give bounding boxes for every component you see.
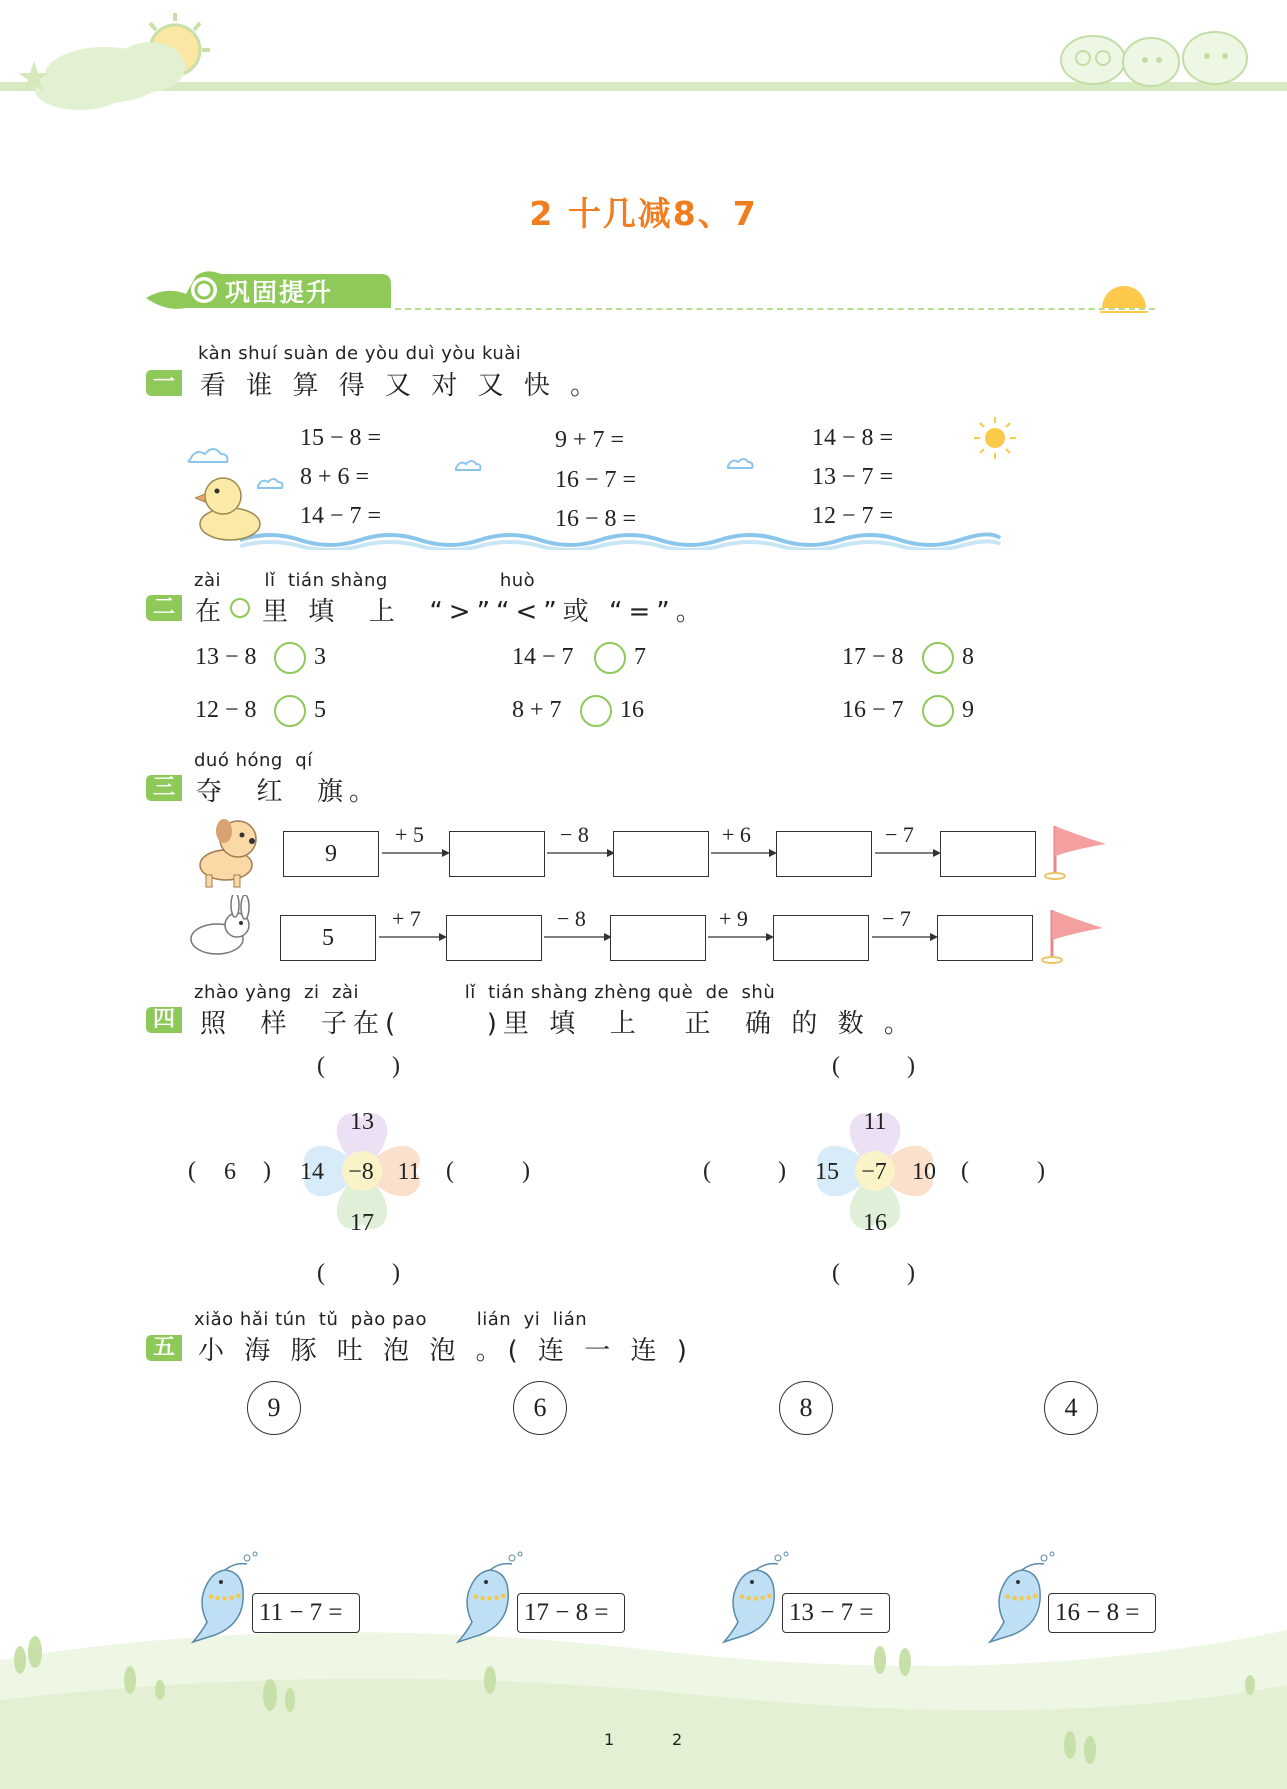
- q1-equation: 15 − 8 =: [300, 425, 382, 451]
- number-bubble[interactable]: 6: [513, 1381, 567, 1435]
- chain-operator: − 7: [882, 906, 911, 931]
- duck-icon: [195, 472, 265, 544]
- chain-answer-box[interactable]: [613, 831, 709, 877]
- chain-answer-box[interactable]: [773, 915, 869, 961]
- chain-start-box: 9: [283, 831, 379, 877]
- answer-blank[interactable]: [333, 1258, 393, 1288]
- arrow-icon: [872, 932, 938, 942]
- arrow-icon: [711, 848, 777, 858]
- rabbit-icon: [185, 895, 260, 960]
- q2-answer-circle[interactable]: [922, 642, 954, 674]
- chain-answer-box[interactable]: [610, 915, 706, 961]
- q2-left: 17 − 8: [842, 644, 904, 670]
- chain-operator: + 7: [392, 906, 421, 931]
- flower-petal-number: 13: [350, 1109, 374, 1135]
- chain-operator: + 9: [719, 906, 748, 931]
- paren-close: ): [522, 1158, 530, 1184]
- chain-operator: − 7: [885, 822, 914, 847]
- q2-left: 16 − 7: [842, 697, 904, 723]
- chain-answer-box[interactable]: [449, 831, 545, 877]
- cloud-sun-icon: [20, 5, 210, 115]
- q2-answer-circle[interactable]: [922, 695, 954, 727]
- q2-right: 5: [314, 697, 326, 723]
- chain-operator: + 5: [395, 822, 424, 847]
- q1-equation: 12 − 7 =: [812, 503, 894, 529]
- q1-pinyin: kàn shuí suàn de yòu duì yòu kuài: [198, 343, 522, 364]
- section-banner-label: 巩固提升: [225, 278, 334, 307]
- answer-blank[interactable]: [333, 1052, 393, 1082]
- q2-answer-circle[interactable]: [274, 695, 306, 727]
- sun-icon: [970, 413, 1020, 463]
- number-bubble[interactable]: 9: [247, 1381, 301, 1435]
- paren-open: (: [961, 1158, 969, 1184]
- q1-equation: 13 − 7 =: [812, 464, 894, 490]
- q2-instruction-b: 里 填 上 “>”“<”或 “=”。: [262, 597, 708, 627]
- paren-close: ): [263, 1158, 271, 1184]
- dog-icon: [190, 815, 265, 890]
- q3-pinyin: duó hóng qí: [194, 750, 313, 771]
- q1-instruction: 看 谁 算 得 又 对 又 快 。: [200, 371, 603, 401]
- q4-instruction: 照 样 子在( )里 填 上 正 确 的 数 。: [200, 1009, 916, 1039]
- section-dash-line: [395, 308, 1155, 310]
- arrow-icon: [382, 848, 450, 858]
- q2-right: 8: [962, 644, 974, 670]
- q1-equation: 14 − 8 =: [812, 425, 894, 451]
- number-bubble[interactable]: 4: [1044, 1381, 1098, 1435]
- q2-pinyin: zài lǐ tián shàng huò: [194, 570, 536, 591]
- chain-start-box: 5: [280, 915, 376, 961]
- animal-faces-icon: [1055, 20, 1255, 88]
- page-title: 2 十几减8、7: [529, 194, 758, 233]
- flower-petal-number: 11: [397, 1159, 421, 1185]
- flower-petal-number: 16: [863, 1210, 887, 1236]
- arrow-icon: [544, 932, 612, 942]
- q5-instruction: 小 海 豚 吐 泡 泡 。( 连 一 连 ): [198, 1336, 693, 1366]
- flower-center-operation: −7: [861, 1159, 887, 1185]
- q1-equation: 14 − 7 =: [300, 503, 382, 529]
- expression-box[interactable]: 11 − 7 =: [252, 1593, 360, 1633]
- sunset-icon: [1100, 280, 1150, 316]
- paren-open: (: [317, 1053, 325, 1079]
- q2-number: 二: [146, 595, 182, 621]
- q1-equation: 16 − 7 =: [555, 467, 637, 493]
- answer-blank[interactable]: [977, 1156, 1037, 1186]
- example-answer: 6: [224, 1159, 236, 1185]
- chain-operator: − 8: [557, 906, 586, 931]
- q5-number: 五: [146, 1335, 182, 1361]
- q2-right: 7: [634, 644, 646, 670]
- q3-instruction: 夺 红 旗。: [196, 777, 382, 807]
- chain-operator: − 8: [560, 822, 589, 847]
- page-number-left: 1: [604, 1730, 615, 1749]
- answer-blank[interactable]: [848, 1258, 908, 1288]
- q2-left: 13 − 8: [195, 644, 257, 670]
- answer-blank[interactable]: [848, 1052, 908, 1082]
- page-number-right: 2: [672, 1730, 683, 1749]
- paren-open: (: [188, 1158, 196, 1184]
- q2-left: 8 + 7: [512, 697, 562, 723]
- flower-petal-number: 10: [912, 1159, 936, 1185]
- q2-right: 9: [962, 697, 974, 723]
- q5-pinyin: xiǎo hǎi tún tǔ pào pao lián yi lián: [194, 1309, 588, 1330]
- arrow-icon: [708, 932, 774, 942]
- q2-answer-circle[interactable]: [594, 642, 626, 674]
- q4-number: 四: [146, 1007, 182, 1033]
- q1-equation: 9 + 7 =: [555, 427, 625, 453]
- q1-number: 一: [146, 370, 182, 396]
- q2-left: 14 − 7: [512, 644, 574, 670]
- q1-equation: 16 − 8 =: [555, 506, 637, 532]
- arrow-icon: [547, 848, 615, 858]
- paren-open: (: [703, 1158, 711, 1184]
- red-flag-icon: [1040, 822, 1110, 882]
- arrow-icon: [875, 848, 941, 858]
- q2-left: 12 − 8: [195, 697, 257, 723]
- paren-open: (: [446, 1158, 454, 1184]
- paren-close: ): [907, 1053, 915, 1079]
- q2-instruction-a: 在: [195, 597, 228, 627]
- paren-open: (: [832, 1260, 840, 1286]
- q2-answer-circle[interactable]: [580, 695, 612, 727]
- q2-answer-circle[interactable]: [274, 642, 306, 674]
- flower-petal-number: 14: [300, 1159, 324, 1185]
- q2-circle-symbol: [230, 598, 250, 618]
- flower-petal-number: 11: [863, 1109, 887, 1135]
- red-flag-icon: [1037, 906, 1107, 966]
- q3-number: 三: [146, 775, 182, 801]
- number-bubble[interactable]: 8: [779, 1381, 833, 1435]
- q4-pinyin: zhào yàng zi zài lǐ tián shàng zhèng què de shù: [194, 982, 776, 1003]
- q2-right: 3: [314, 644, 326, 670]
- q1-equation: 8 + 6 =: [300, 464, 370, 490]
- chain-answer-box[interactable]: [776, 831, 872, 877]
- chain-operator: + 6: [722, 822, 751, 847]
- q2-right: 16: [620, 697, 644, 723]
- chain-answer-box[interactable]: [446, 915, 542, 961]
- chain-answer-box[interactable]: [937, 915, 1033, 961]
- expression-box[interactable]: 16 − 8 =: [1048, 1593, 1156, 1633]
- chain-answer-box[interactable]: [940, 831, 1036, 877]
- paren-close: ): [392, 1053, 400, 1079]
- paren-close: ): [778, 1158, 786, 1184]
- expression-box[interactable]: 17 − 8 =: [517, 1593, 625, 1633]
- answer-blank[interactable]: [462, 1156, 522, 1186]
- paren-close: ): [907, 1260, 915, 1286]
- expression-box[interactable]: 13 − 7 =: [782, 1593, 890, 1633]
- arrow-icon: [379, 932, 447, 942]
- paren-close: ): [1037, 1158, 1045, 1184]
- paren-open: (: [317, 1260, 325, 1286]
- paren-close: ): [392, 1260, 400, 1286]
- flower-petal-number: 15: [815, 1159, 839, 1185]
- flower-center-operation: −8: [348, 1159, 374, 1185]
- answer-blank[interactable]: [720, 1156, 778, 1186]
- flower-petal-number: 17: [350, 1210, 374, 1236]
- paren-open: (: [832, 1053, 840, 1079]
